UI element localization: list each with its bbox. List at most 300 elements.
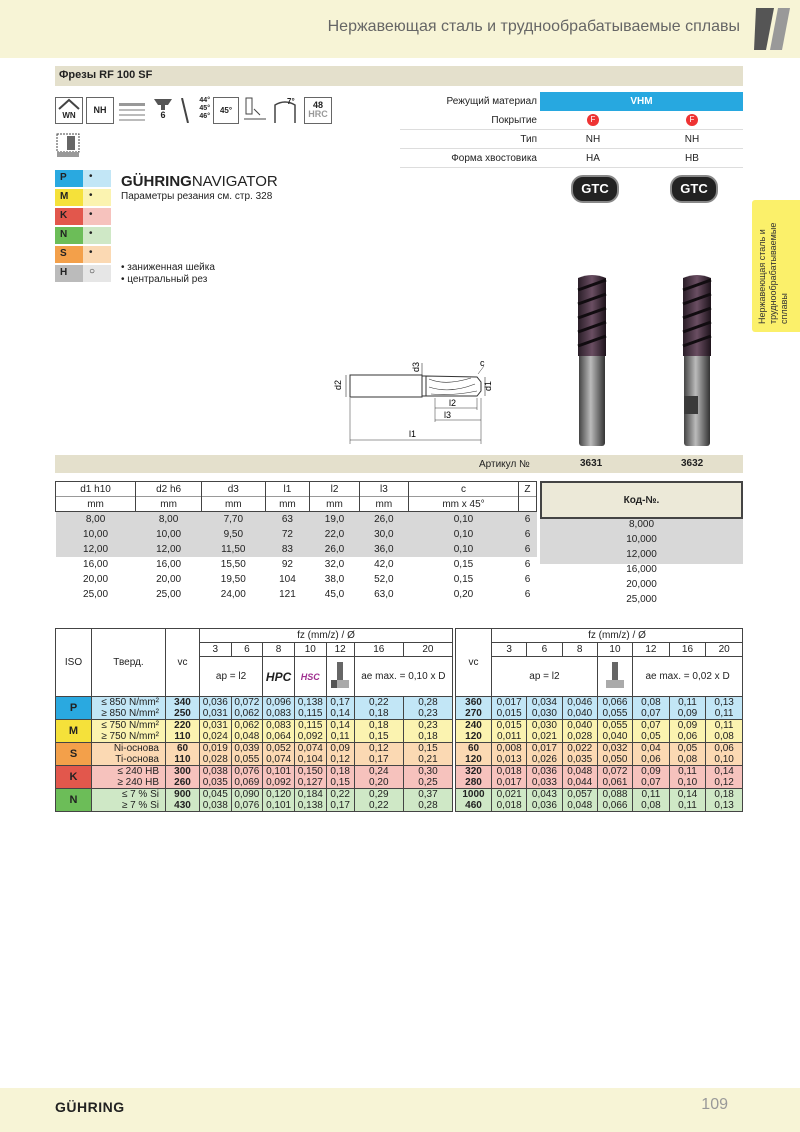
- fz-cell: 0,033: [527, 777, 562, 789]
- fz-cell: 0,055: [597, 720, 632, 732]
- fz-cell: 0,048: [231, 731, 263, 743]
- fz-cell: 0,030: [527, 708, 562, 720]
- dim-unit: mm: [56, 497, 136, 512]
- fz-cell: 0,069: [231, 777, 263, 789]
- fz-cell: 0,036: [527, 766, 562, 778]
- fz-cell: 0,05: [669, 743, 706, 755]
- fz-cell: 0,036: [200, 697, 232, 709]
- fz-cell: 0,045: [200, 789, 232, 801]
- fz-cell: 0,09: [669, 720, 706, 732]
- table-row: [56, 743, 453, 755]
- hardness-cell: Ni-основа: [92, 743, 166, 755]
- fz-cell: 0,076: [231, 800, 263, 812]
- dim-header: d2 h6: [136, 482, 202, 497]
- fz-cell: 0,030: [527, 720, 562, 732]
- hardness-cell: Ti-основа: [92, 754, 166, 766]
- vc-cell: 120: [456, 754, 492, 766]
- fz-cell: 0,021: [492, 789, 527, 801]
- vc-cell: 240: [456, 720, 492, 732]
- table-row: [456, 731, 743, 743]
- cutting-data-table-hsc: [455, 628, 743, 812]
- note-item: • заниженная шейка: [121, 262, 215, 273]
- vc-cell: 1000: [456, 789, 492, 801]
- fz-cell: 0,035: [562, 754, 597, 766]
- table-row: [56, 800, 453, 812]
- fz-cell: 0,06: [669, 731, 706, 743]
- table-row: [56, 708, 453, 720]
- fz-cell: 0,032: [597, 743, 632, 755]
- fz-cell: 0,10: [706, 754, 743, 766]
- code-value: 25,000: [540, 594, 743, 609]
- fz-cell: 0,14: [326, 720, 354, 732]
- table-row: [456, 720, 743, 732]
- fz-cell: 0,043: [527, 789, 562, 801]
- iso-group-k: K: [56, 766, 92, 789]
- fz-cell: 0,028: [200, 754, 232, 766]
- dim-unit: mm x 45°: [409, 497, 519, 512]
- table-row: [456, 777, 743, 789]
- hardness-cell: ≥ 750 N/mm²: [92, 731, 166, 743]
- fz-cell: 0,05: [633, 731, 670, 743]
- table-row: [456, 800, 743, 812]
- prop-row-material: Режущий материал VHM: [400, 92, 743, 111]
- fz-cell: 0,08: [633, 800, 670, 812]
- fz-cell: 0,20: [354, 777, 403, 789]
- fz-cell: 0,14: [326, 708, 354, 720]
- fz-cell: 0,127: [295, 777, 327, 789]
- iso-group-s: S: [56, 743, 92, 766]
- fz-cell: 0,096: [263, 697, 295, 709]
- material-value: VHM: [540, 92, 743, 111]
- fz-cell: 0,24: [354, 766, 403, 778]
- vc-cell: 340: [166, 697, 200, 709]
- gtc-logo-icon: GTC: [670, 175, 718, 203]
- fz-cell: 0,15: [326, 777, 354, 789]
- fz-cell: 0,072: [597, 766, 632, 778]
- table-row: [456, 743, 743, 755]
- dim-l2-label: l2: [449, 398, 457, 408]
- fz-cell: 0,18: [354, 708, 403, 720]
- article-3632: 3632: [681, 458, 704, 469]
- article-label: Артикул №: [479, 459, 530, 470]
- diameter-header: 10: [597, 643, 632, 657]
- fz-cell: 0,21: [403, 754, 452, 766]
- fz-cell: 0,08: [633, 697, 670, 709]
- dim-header: d3: [202, 482, 265, 497]
- fz-cell: 0,083: [263, 708, 295, 720]
- table-row: 16,00 16,00 15,50 92 32,0 42,0 0,15 6: [56, 557, 537, 572]
- fz-cell: 0,057: [562, 789, 597, 801]
- dim-unit: mm: [310, 497, 359, 512]
- fz-cell: 0,040: [562, 708, 597, 720]
- fz-cell: 0,07: [633, 720, 670, 732]
- hardness-cell: ≥ 850 N/mm²: [92, 708, 166, 720]
- dim-header: l2: [310, 482, 359, 497]
- fz-cell: 0,115: [295, 720, 327, 732]
- table-row: [56, 720, 453, 732]
- fz-cell: 0,23: [403, 708, 452, 720]
- ap-label: ap = l2: [200, 657, 263, 697]
- fz-cell: 0,13: [706, 697, 743, 709]
- fz-cell: 0,066: [597, 697, 632, 709]
- fz-cell: 0,104: [295, 754, 327, 766]
- fz-cell: 0,12: [354, 743, 403, 755]
- fz-cell: 0,17: [326, 800, 354, 812]
- fz-cell: 0,055: [597, 708, 632, 720]
- fz-cell: 0,035: [200, 777, 232, 789]
- fz-cell: 0,18: [706, 789, 743, 801]
- dim-header: l1: [265, 482, 310, 497]
- coating-f-icon: F: [587, 114, 599, 126]
- fz-cell: 0,22: [326, 789, 354, 801]
- teeth-count-icon: 6: [150, 97, 176, 124]
- fz-cell: 0,015: [492, 708, 527, 720]
- diameter-header: 6: [527, 643, 562, 657]
- vc-cell: 60: [166, 743, 200, 755]
- fz-cell: 0,07: [633, 708, 670, 720]
- fz-cell: 0,138: [295, 800, 327, 812]
- code-value: 20,000: [540, 579, 743, 594]
- diameter-header: 3: [200, 643, 232, 657]
- vc-cell: 430: [166, 800, 200, 812]
- tool-photo-hb: [677, 272, 717, 450]
- fz-cell: 0,074: [295, 743, 327, 755]
- dim-unit: [518, 497, 536, 512]
- fz-cell: 0,048: [562, 766, 597, 778]
- code-column: [540, 481, 743, 609]
- dim-l3-label: l3: [444, 410, 452, 420]
- fz-cell: 0,15: [354, 731, 403, 743]
- table-row: [456, 754, 743, 766]
- slot-icon: [597, 657, 632, 697]
- helix-angle-icon: 44° 45° 46°: [180, 97, 210, 124]
- vc-cell: 260: [166, 777, 200, 789]
- fz-cell: 0,18: [326, 766, 354, 778]
- fz-cell: 0,11: [633, 789, 670, 801]
- vc-cell: 220: [166, 720, 200, 732]
- hardness-cell: ≥ 240 HB: [92, 777, 166, 789]
- hardness-header: Тверд.: [92, 629, 166, 697]
- fz-cell: 0,11: [706, 708, 743, 720]
- fz-cell: 0,022: [562, 743, 597, 755]
- fz-cell: 0,024: [200, 731, 232, 743]
- fz-cell: 0,038: [200, 766, 232, 778]
- fz-cell: 0,039: [231, 743, 263, 755]
- dim-unit: mm: [202, 497, 265, 512]
- dimensions-table: [55, 481, 537, 602]
- iso-group-p: P: [56, 697, 92, 720]
- ae-label: ae max. = 0,10 x D: [354, 657, 452, 697]
- vc-header: vc: [166, 629, 200, 697]
- table-row: [456, 697, 743, 709]
- cutting-data-table-hpc: [55, 628, 453, 812]
- dim-c-label: c: [480, 358, 485, 368]
- diameter-header: 12: [326, 643, 354, 657]
- fz-cell: 0,026: [527, 754, 562, 766]
- fz-cell: 0,040: [562, 720, 597, 732]
- diameter-header: 16: [354, 643, 403, 657]
- fz-cell: 0,013: [492, 754, 527, 766]
- fz-cell: 0,15: [403, 743, 452, 755]
- fz-cell: 0,028: [562, 731, 597, 743]
- vc-cell: 320: [456, 766, 492, 778]
- dim-d2-label: d2: [333, 379, 343, 390]
- fz-cell: 0,092: [263, 777, 295, 789]
- fz-cell: 0,25: [403, 777, 452, 789]
- hardness-cell: ≥ 7 % Si: [92, 800, 166, 812]
- fz-cell: 0,101: [263, 766, 295, 778]
- relief-angle-icon: 7°: [271, 97, 301, 124]
- dim-d1-label: d1: [483, 380, 493, 391]
- fz-cell: 0,08: [669, 754, 706, 766]
- fz-cell: 0,046: [562, 697, 597, 709]
- table-row: 10,00 10,00 9,50 72 22,0 30,0 0,10 6: [56, 527, 537, 542]
- fz-cell: 0,031: [200, 708, 232, 720]
- note-item: • центральный рез: [121, 274, 208, 285]
- nh-type-icon: NH: [86, 97, 114, 124]
- fz-cell: 0,011: [492, 731, 527, 743]
- table-row: 12,00 12,00 11,50 83 26,0 36,0 0,10 6: [56, 542, 537, 557]
- prop-row-coating: Покрытие F F: [400, 111, 743, 130]
- fz-cell: 0,17: [354, 754, 403, 766]
- hrc-icon: 48 HRC: [304, 97, 332, 124]
- fz-cell: 0,09: [326, 743, 354, 755]
- fz-cell: 0,088: [597, 789, 632, 801]
- side-tab-label: Нержавеющая сталь и труднообрабатываемые сплавы: [757, 222, 789, 324]
- fz-cell: 0,101: [263, 800, 295, 812]
- iso-group-m: M: [56, 720, 92, 743]
- fz-cell: 0,12: [326, 754, 354, 766]
- hsc-icon: HSC: [295, 657, 327, 697]
- fz-cell: 0,11: [669, 766, 706, 778]
- table-row: [56, 731, 453, 743]
- vc-cell: 460: [456, 800, 492, 812]
- fz-cell: 0,092: [295, 731, 327, 743]
- gtc-logo-icon: GTC: [571, 175, 619, 203]
- prop-row-type: Тип NH NH: [400, 130, 743, 149]
- fz-cell: 0,083: [263, 720, 295, 732]
- dim-header: d1 h10: [56, 482, 136, 497]
- fz-cell: 0,18: [354, 720, 403, 732]
- fz-cell: 0,06: [633, 754, 670, 766]
- ap-label: ap = l2: [492, 657, 598, 697]
- hardness-cell: ≤ 850 N/mm²: [92, 697, 166, 709]
- fz-cell: 0,30: [403, 766, 452, 778]
- code-value: 8,000: [540, 519, 743, 534]
- diameter-header: 6: [231, 643, 263, 657]
- table-row: [56, 789, 453, 801]
- fz-cell: 0,04: [633, 743, 670, 755]
- wn-icon: WN: [55, 97, 83, 124]
- fz-cell: 0,11: [326, 731, 354, 743]
- code-value: 10,000: [540, 534, 743, 549]
- dim-unit: mm: [136, 497, 202, 512]
- code-value: 16,000: [540, 564, 743, 579]
- tool-drawing: [325, 358, 495, 448]
- fz-cell: 0,08: [706, 731, 743, 743]
- fz-cell: 0,10: [669, 777, 706, 789]
- fz-cell: 0,120: [263, 789, 295, 801]
- fz-cell: 0,021: [527, 731, 562, 743]
- vc-cell: 280: [456, 777, 492, 789]
- surface-icon: [117, 97, 147, 124]
- fz-cell: 0,018: [492, 800, 527, 812]
- fz-cell: 0,28: [403, 697, 452, 709]
- vc-cell: 110: [166, 731, 200, 743]
- fz-cell: 0,18: [403, 731, 452, 743]
- page-title: Нержавеющая сталь и труднообрабатываемые сплавы: [327, 18, 740, 35]
- fz-cell: 0,11: [669, 800, 706, 812]
- fz-cell: 0,22: [354, 697, 403, 709]
- vc-cell: 270: [456, 708, 492, 720]
- article-bar: [55, 455, 743, 473]
- fz-cell: 0,066: [597, 800, 632, 812]
- fz-cell: 0,019: [200, 743, 232, 755]
- hpc-icon: HPC: [263, 657, 295, 697]
- fz-cell: 0,017: [527, 743, 562, 755]
- material-n: N •: [55, 227, 111, 244]
- material-p: P •: [55, 170, 111, 187]
- hardness-cell: ≤ 750 N/mm²: [92, 720, 166, 732]
- page-number: 109: [701, 1096, 728, 1113]
- navigator-subtitle: Параметры резания см. стр. 328: [121, 191, 273, 202]
- fz-cell: 0,055: [231, 754, 263, 766]
- fz-cell: 0,050: [597, 754, 632, 766]
- fz-cell: 0,06: [706, 743, 743, 755]
- fz-header: fz (mm/z) / Ø: [492, 629, 743, 643]
- diameter-header: 12: [633, 643, 670, 657]
- fz-cell: 0,074: [263, 754, 295, 766]
- vc-cell: 300: [166, 766, 200, 778]
- article-3631: 3631: [580, 458, 603, 469]
- fz-cell: 0,37: [403, 789, 452, 801]
- fz-cell: 0,076: [231, 766, 263, 778]
- fz-cell: 0,031: [200, 720, 232, 732]
- fz-cell: 0,07: [633, 777, 670, 789]
- hardness-cell: ≤ 240 HB: [92, 766, 166, 778]
- vc-cell: 250: [166, 708, 200, 720]
- table-row: [456, 789, 743, 801]
- iso-header: ISO: [56, 629, 92, 697]
- vc-header: vc: [456, 629, 492, 697]
- fz-cell: 0,22: [354, 800, 403, 812]
- fz-cell: 0,048: [562, 800, 597, 812]
- fz-cell: 0,14: [706, 766, 743, 778]
- vc-cell: 900: [166, 789, 200, 801]
- ramp-icon: [242, 97, 268, 124]
- code-header: Код-№.: [540, 481, 743, 519]
- fz-cell: 0,072: [231, 697, 263, 709]
- chamfer-icon: 45°: [213, 97, 239, 124]
- dim-l1-label: l1: [409, 429, 417, 439]
- fz-cell: 0,017: [492, 697, 527, 709]
- fz-header: fz (mm/z) / Ø: [200, 629, 453, 643]
- fz-cell: 0,184: [295, 789, 327, 801]
- table-row: 25,00 25,00 24,00 121 45,0 63,0 0,20 6: [56, 587, 537, 602]
- navigator-logo: GÜHRINGNAVIGATOR: [121, 173, 278, 190]
- diameter-header: 8: [263, 643, 295, 657]
- tool-photo-ha: [572, 272, 612, 450]
- fz-cell: 0,17: [326, 697, 354, 709]
- material-s: S •: [55, 246, 111, 263]
- hardness-cell: ≤ 7 % Si: [92, 789, 166, 801]
- dim-d3-label: d3: [411, 361, 421, 372]
- fz-cell: 0,044: [562, 777, 597, 789]
- fz-cell: 0,062: [231, 708, 263, 720]
- fz-cell: 0,036: [527, 800, 562, 812]
- dim-unit: mm: [265, 497, 310, 512]
- table-row: [56, 777, 453, 789]
- fz-cell: 0,038: [200, 800, 232, 812]
- diameter-header: 20: [706, 643, 743, 657]
- fz-cell: 0,018: [492, 766, 527, 778]
- footer-logo: GÜHRING: [55, 1099, 125, 1115]
- section-logo-icon: [752, 4, 792, 54]
- vc-cell: 360: [456, 697, 492, 709]
- table-row: [56, 754, 453, 766]
- table-row: 20,00 20,00 19,50 104 38,0 52,0 0,15 6: [56, 572, 537, 587]
- material-m: M •: [55, 189, 111, 206]
- code-value: 12,000: [540, 549, 743, 564]
- fz-cell: 0,040: [597, 731, 632, 743]
- fz-cell: 0,14: [669, 789, 706, 801]
- diameter-header: 10: [295, 643, 327, 657]
- fz-cell: 0,061: [597, 777, 632, 789]
- fz-cell: 0,11: [706, 720, 743, 732]
- fz-cell: 0,11: [669, 697, 706, 709]
- ae-label: ae max. = 0,02 x D: [633, 657, 743, 697]
- vc-cell: 110: [166, 754, 200, 766]
- slot-icon: [326, 657, 354, 697]
- fz-cell: 0,034: [527, 697, 562, 709]
- coating-f-icon: F: [686, 114, 698, 126]
- fz-cell: 0,29: [354, 789, 403, 801]
- milling-tool-icon: [55, 132, 83, 160]
- fz-cell: 0,008: [492, 743, 527, 755]
- product-title: Фрезы RF 100 SF: [55, 66, 743, 86]
- table-row: [456, 766, 743, 778]
- fz-cell: 0,09: [633, 766, 670, 778]
- table-row: [456, 708, 743, 720]
- fz-cell: 0,28: [403, 800, 452, 812]
- diameter-header: 20: [403, 643, 452, 657]
- fz-cell: 0,052: [263, 743, 295, 755]
- vc-cell: 120: [456, 731, 492, 743]
- fz-cell: 0,062: [231, 720, 263, 732]
- dim-header: Z: [518, 482, 536, 497]
- fz-cell: 0,064: [263, 731, 295, 743]
- fz-cell: 0,017: [492, 777, 527, 789]
- fz-cell: 0,138: [295, 697, 327, 709]
- diameter-header: 8: [562, 643, 597, 657]
- material-h: H ○: [55, 265, 111, 282]
- fz-cell: 0,13: [706, 800, 743, 812]
- dim-header: c: [409, 482, 519, 497]
- fz-cell: 0,12: [706, 777, 743, 789]
- table-row: 8,00 8,00 7,70 63 19,0 26,0 0,10 6: [56, 512, 537, 527]
- fz-cell: 0,090: [231, 789, 263, 801]
- dim-header: l3: [359, 482, 408, 497]
- material-k: K •: [55, 208, 111, 225]
- table-row: [56, 697, 453, 709]
- prop-row-shank: Форма хвостовика HA HB: [400, 149, 743, 168]
- fz-cell: 0,150: [295, 766, 327, 778]
- vc-cell: 60: [456, 743, 492, 755]
- dim-unit: mm: [359, 497, 408, 512]
- table-row: [56, 766, 453, 778]
- diameter-header: 3: [492, 643, 527, 657]
- fz-cell: 0,09: [669, 708, 706, 720]
